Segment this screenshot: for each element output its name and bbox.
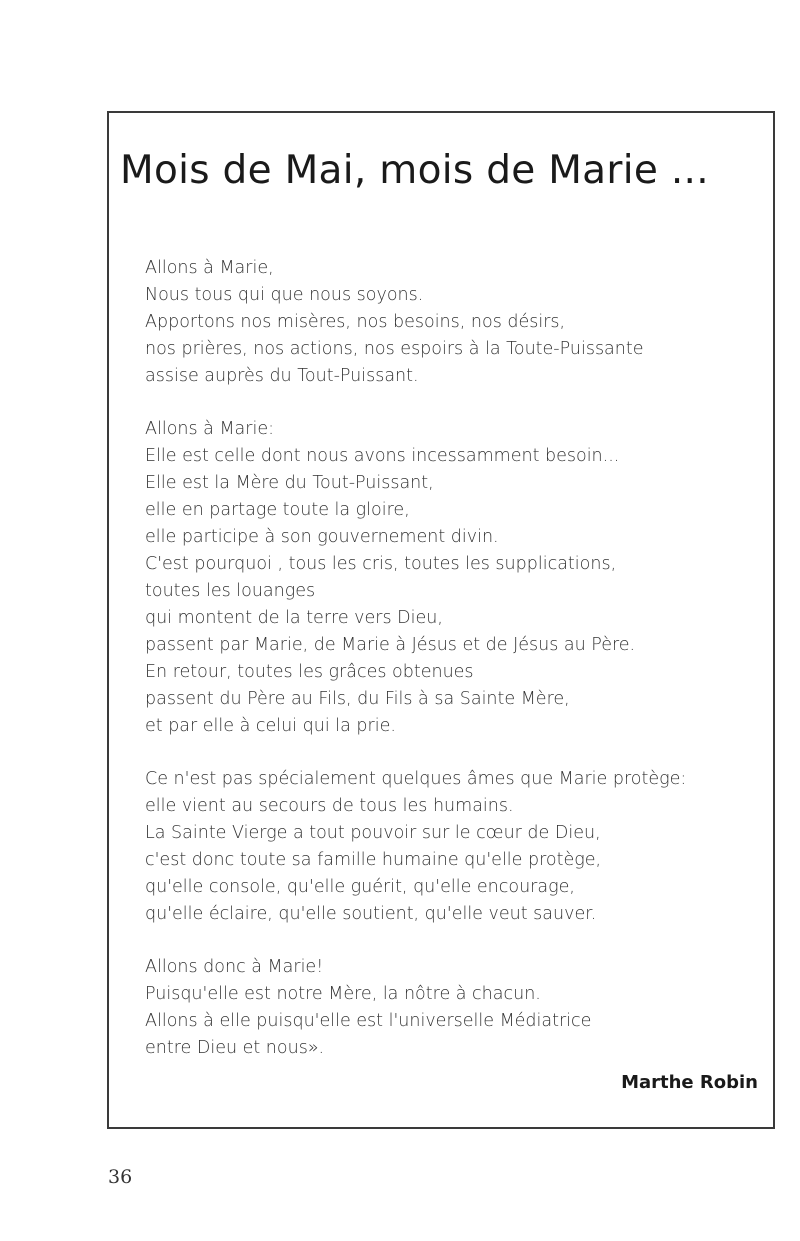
stanza-3 (145, 766, 760, 928)
author-signature: Marthe Robin (621, 1072, 758, 1093)
poem-line: et par elle à celui qui la prie. (145, 716, 396, 736)
stanza-2 (145, 416, 760, 740)
poem-line: Allons donc à Marie! (145, 957, 324, 977)
poem-line: qu'elle éclaire, qu'elle soutient, qu'elle veut sauver. (145, 904, 597, 924)
poem-line: elle participe à son gouvernement divin. (145, 527, 499, 547)
poem-line: passent du Père au Fils, du Fils à sa Sainte Mère, (145, 689, 570, 709)
poem-line: Elle est la Mère du Tout-Puissant, (145, 473, 434, 493)
poem-line: Elle est celle dont nous avons incessamment besoin... (145, 446, 620, 466)
poem-line: qu'elle console, qu'elle guérit, qu'elle encourage, (145, 877, 575, 897)
stanza-1 (145, 255, 760, 390)
page-number: 36 (108, 1166, 133, 1188)
poem-line: Puisqu'elle est notre Mère, la nôtre à chacun. (145, 984, 541, 1004)
poem-line: Allons à elle puisqu'elle est l'universelle Médiatrice (145, 1011, 592, 1031)
poem-line: nos prières, nos actions, nos espoirs à la Toute-Puissante (145, 339, 644, 359)
poem-body (145, 255, 760, 1088)
poem-line: passent par Marie, de Marie à Jésus et de Jésus au Père. (145, 635, 636, 655)
poem-line: Ce n'est pas spécialement quelques âmes que Marie protège: (145, 769, 687, 789)
poem-line: Nous tous qui que nous soyons. (145, 285, 424, 305)
poem-line: elle vient au secours de tous les humains. (145, 796, 514, 816)
poem-line: entre Dieu et nous». (145, 1038, 325, 1058)
poem-line: C'est pourquoi , tous les cris, toutes les supplications, (145, 554, 617, 574)
poem-line: assise auprès du Tout-Puissant. (145, 366, 419, 386)
poem-line: Allons à Marie, (145, 258, 274, 278)
poem-line: elle en partage toute la gloire, (145, 500, 410, 520)
poem-line: Allons à Marie: (145, 419, 275, 439)
poem-line: qui montent de la terre vers Dieu, (145, 608, 443, 628)
poem-line: toutes les louanges (145, 581, 316, 601)
poem-line: Apportons nos misères, nos besoins, nos désirs, (145, 312, 566, 332)
poem-line: c'est donc toute sa famille humaine qu'elle protège, (145, 850, 602, 870)
poem-line: La Sainte Vierge a tout pouvoir sur le cœur de Dieu, (145, 823, 601, 843)
page-title: Mois de Mai, mois de Marie ... (120, 148, 709, 193)
stanza-4 (145, 954, 760, 1062)
poem-line: En retour, toutes les grâces obtenues (145, 662, 474, 682)
